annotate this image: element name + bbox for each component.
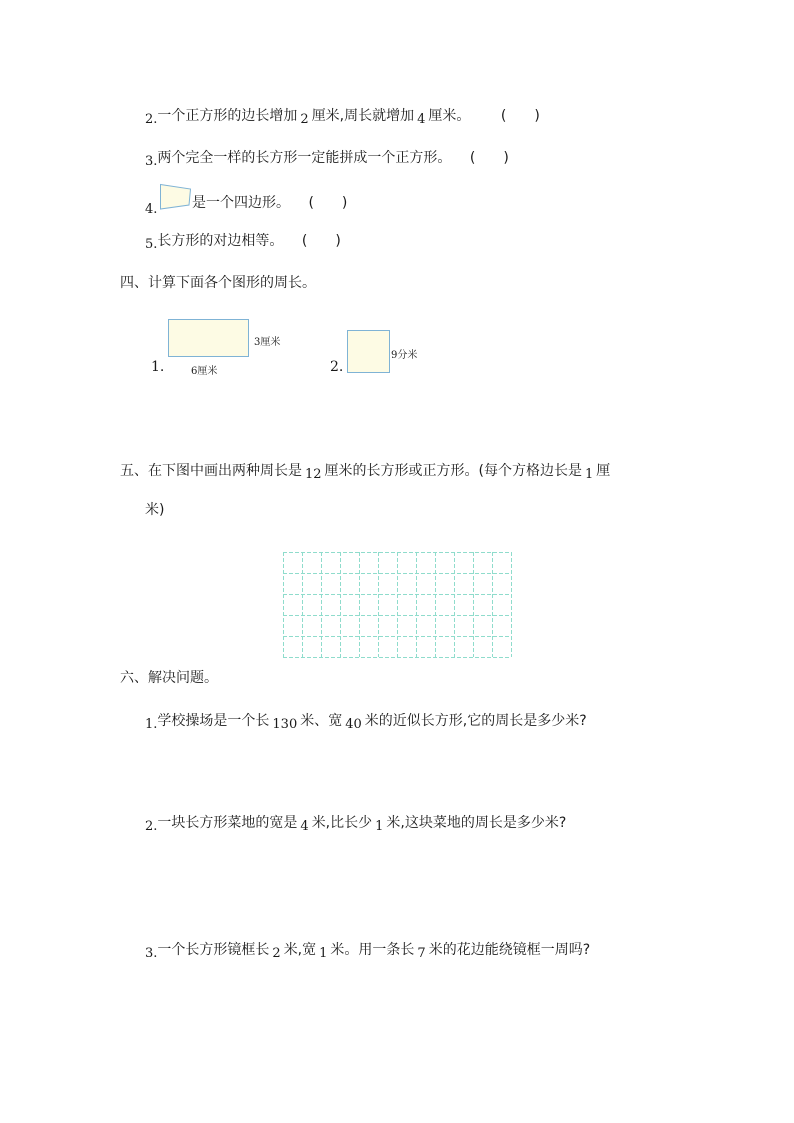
section5-title-cont: 米) bbox=[145, 502, 165, 518]
problem-2: 2.一块长方形菜地的宽是 4 米,比长少 1 米,这块菜地的周长是多少米? bbox=[145, 815, 567, 834]
judge-item-4: 4. bbox=[145, 202, 158, 217]
answer-blank[interactable]: ( ) bbox=[308, 195, 348, 211]
answer-blank[interactable]: ( ) bbox=[469, 150, 509, 166]
answer-blank[interactable]: ( ) bbox=[301, 233, 341, 249]
figure2-number: 2. bbox=[330, 359, 344, 375]
judge-item-5: 5.长方形的对边相等。 ( ) bbox=[145, 233, 341, 252]
section4-title: 四、计算下面各个图形的周长。 bbox=[120, 275, 316, 291]
problem-3: 3.一个长方形镜框长 2 米,宽 1 米。用一条长 7 米的花边能绕镜框一周吗? bbox=[145, 942, 591, 961]
section5-title: 五、在下图中画出两种周长是 12 厘米的长方形或正方形。(每个方格边长是 1 厘 bbox=[120, 463, 611, 482]
quadrilateral-figure bbox=[160, 184, 192, 212]
answer-blank[interactable]: ( ) bbox=[500, 108, 540, 124]
problem-1: 1.学校操场是一个长 130 米、宽 40 米的近似长方形,它的周长是多少米? bbox=[145, 713, 587, 732]
rectangle-height-label: 3厘米 bbox=[254, 337, 281, 348]
judge-item-2: 2.一个正方形的边长增加 2 厘米,周长就增加 4 厘米。 ( ) bbox=[145, 108, 540, 127]
judge-item-3: 3.两个完全一样的长方形一定能拼成一个正方形。 ( ) bbox=[145, 150, 509, 169]
rectangle-figure bbox=[168, 319, 249, 357]
drawing-grid[interactable] bbox=[283, 552, 511, 657]
judge-item-4-text: 是一个四边形。 ( ) bbox=[192, 195, 348, 211]
square-figure bbox=[347, 330, 390, 373]
section6-title: 六、解决问题。 bbox=[120, 670, 218, 686]
rectangle-width-label: 6厘米 bbox=[191, 366, 218, 377]
figure1-number: 1. bbox=[151, 359, 165, 375]
square-side-label: 9分米 bbox=[391, 350, 418, 361]
